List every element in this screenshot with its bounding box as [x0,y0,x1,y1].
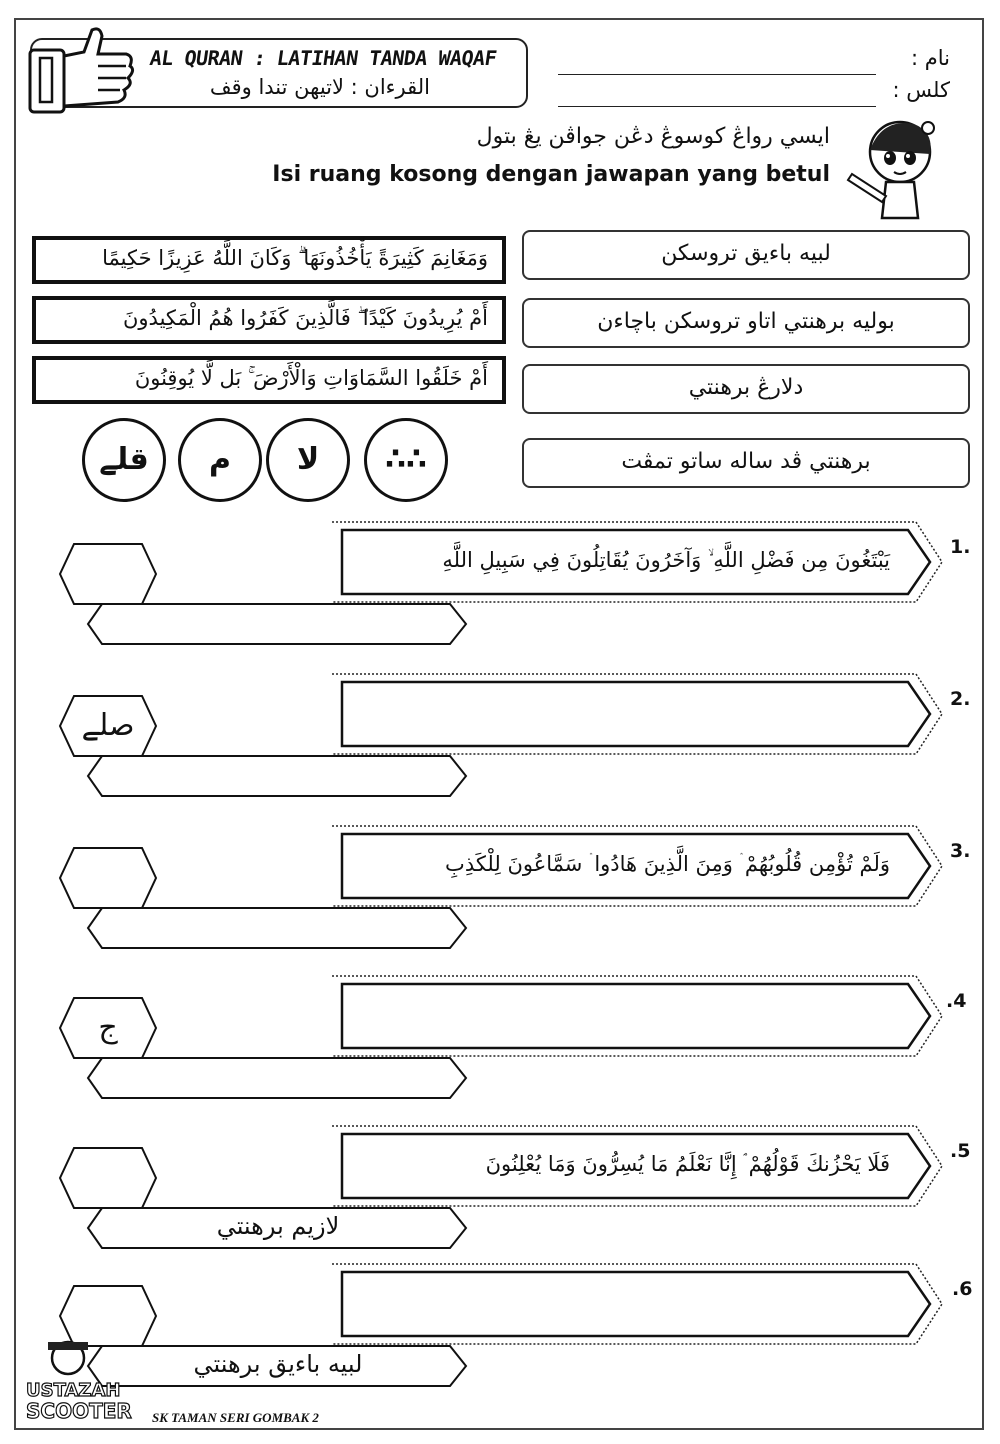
svg-text:SCOOTER: SCOOTER [26,1399,132,1423]
question-number: 3. [950,840,971,862]
verse-answer-arrow[interactable] [326,1262,946,1346]
meaning-answer-box[interactable] [86,906,470,950]
waqaf-symbol-la[interactable]: لا [266,418,350,502]
question-number: .6 [952,1278,973,1300]
verse-example-2: أَمْ يُرِيدُونَ كَيْدًا ۖ فَالَّذِينَ كَفَرُوا هُمُ الْمَكِيدُونَ [32,296,506,344]
verse-example-3: أَمْ خَلَقُوا السَّمَاوَاتِ وَالْأَرْضَ ۚ بَل لَّا يُوقِنُونَ [32,356,506,404]
question-meaning: لازيم برهنتي [216,1212,340,1240]
symbol-answer-box[interactable] [58,1146,158,1210]
question-number: .4 [946,990,967,1012]
svg-text:USTAZAH: USTAZAH [26,1380,121,1401]
question-number: 2. [950,688,971,710]
class-label: كلس : [892,78,950,102]
cartoon-character-illustration [842,110,952,230]
symbol-answer-box[interactable] [58,542,158,606]
thumbs-up-icon [22,22,142,122]
class-field[interactable] [558,106,876,107]
school-name: SK TAMAN SERI GOMBAK 2 [152,1410,319,1425]
waqaf-symbol-qili[interactable]: قلے [82,418,166,502]
instruction-english: Isi ruang kosong dengan jawapan yang betul [272,162,830,187]
meaning-option-4[interactable]: برهنتي ڤد ساله ساتو تمڤت [522,438,970,488]
question-number: .5 [950,1140,971,1162]
symbol-answer-box[interactable] [58,846,158,910]
question-verse: فَلَا يَحْزُنكَ قَوْلُهُمْ ۘ إِنَّا نَعْلَمُ مَا يُسِرُّونَ وَمَا يُعْلِنُونَ [485,1152,890,1176]
question-verse: يَبْتَغُونَ مِن فَضْلِ اللَّهِ ۙ وَآخَرُونَ يُقَاتِلُونَ فِي سَبِيلِ اللَّهِ [442,548,890,572]
meaning-answer-box[interactable] [86,602,470,646]
verse-answer-arrow[interactable] [326,672,946,756]
meaning-answer-box[interactable] [86,754,470,798]
question-symbol: صلے [81,708,135,743]
waqaf-symbol-mim[interactable]: م [178,418,262,502]
question-meaning: لبيه باءيق برهنتي [193,1350,363,1378]
instruction-jawi: ايسي رواڠ کوسوڠ دڠن جواڤن يڠ بتول [476,124,830,149]
waqaf-symbol-muanaqah[interactable]: ∴∴ [364,418,448,502]
verse-example-1: وَمَغَانِمَ كَثِيرَةً يَأْخُذُونَهَا ۗ وَكَانَ اللَّهُ عَزِيزًا حَكِيمًا [32,236,506,284]
question-symbol: ج [98,1010,118,1045]
name-label: نام : [911,46,950,70]
question-verse: وَلَمْ تُؤْمِن قُلُوبُهُمْ ۛ وَمِنَ الَّذِينَ هَادُوا ۛ سَمَّاعُونَ لِلْكَذِبِ [445,852,890,876]
meaning-option-3[interactable]: دلارڠ برهنتي [522,364,970,414]
meaning-option-1[interactable]: لبيه باءيق تروسکن [522,230,970,280]
name-field[interactable] [558,74,876,75]
meaning-option-2[interactable]: بوليه برهنتي اتاو تروسکن باچاءن [522,298,970,348]
ustazah-scooter-logo [20,1336,152,1424]
worksheet-title-jawi: القرءان : لاتيهن تندا وقف [209,75,430,99]
question-number: 1. [950,536,971,558]
meaning-answer-box[interactable] [86,1056,470,1100]
worksheet-title-english: AL QURAN : LATIHAN TANDA WAQAF [148,46,498,70]
verse-answer-arrow[interactable] [326,974,946,1058]
